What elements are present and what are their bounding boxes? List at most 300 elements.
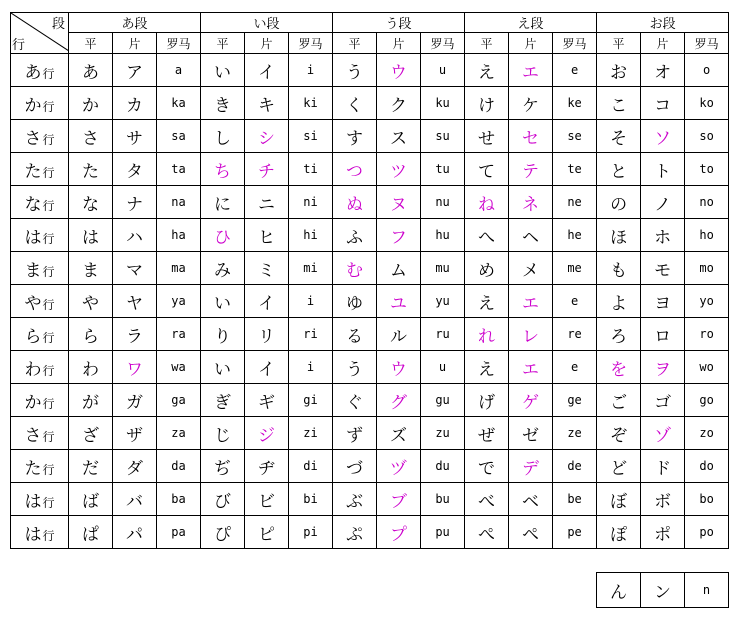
hiragana-cell: ろ <box>597 318 641 351</box>
katakana-cell: テ <box>509 153 553 186</box>
romaji-cell: de <box>553 450 597 483</box>
row-header-gyo: 行 <box>42 198 55 213</box>
katakana-cell: ラ <box>113 318 157 351</box>
romaji-cell: be <box>553 483 597 516</box>
katakana-cell: ピ <box>245 516 289 549</box>
katakana-cell: ボ <box>641 483 685 516</box>
hiragana-cell: だ <box>69 450 113 483</box>
row-header <box>11 153 69 186</box>
row-header-kana: た <box>24 458 42 479</box>
romaji-cell: ro <box>685 318 729 351</box>
katakana-cell: エ <box>509 285 553 318</box>
n-row-table <box>596 572 729 608</box>
katakana-cell: デ <box>509 450 553 483</box>
row-header-kana: な <box>24 194 42 215</box>
romaji-cell: mo <box>685 252 729 285</box>
romaji-cell: wa <box>157 351 201 384</box>
table-row <box>11 252 729 285</box>
romaji-n: n <box>685 573 729 608</box>
subheader-katakana: 片 <box>245 33 289 54</box>
subheader-katakana: 片 <box>377 33 421 54</box>
hiragana-cell: が <box>69 384 113 417</box>
romaji-cell: e <box>553 351 597 384</box>
romaji-cell: u <box>421 54 465 87</box>
subheader-hiragana: 平 <box>333 33 377 54</box>
row-header <box>11 483 69 516</box>
katakana-cell: ポ <box>641 516 685 549</box>
row-header <box>11 351 69 384</box>
row-header-gyo: 行 <box>42 429 55 444</box>
romaji-cell: i <box>289 285 333 318</box>
hiragana-cell: ぞ <box>597 417 641 450</box>
table-row <box>11 87 729 120</box>
katakana-cell: レ <box>509 318 553 351</box>
hiragana-cell: せ <box>465 120 509 153</box>
katakana-cell: キ <box>245 87 289 120</box>
subheader-romaji: 罗马 <box>289 33 333 54</box>
hiragana-cell: う <box>333 351 377 384</box>
hiragana-cell: る <box>333 318 377 351</box>
hiragana-cell: た <box>69 153 113 186</box>
katakana-cell: ヲ <box>641 351 685 384</box>
romaji-cell: gu <box>421 384 465 417</box>
katakana-cell: カ <box>113 87 157 120</box>
romaji-cell: du <box>421 450 465 483</box>
row-header <box>11 450 69 483</box>
katakana-cell: ゴ <box>641 384 685 417</box>
corner-gyo-label: 行 <box>12 38 26 53</box>
row-header-gyo: 行 <box>42 99 55 114</box>
hiragana-cell: ぱ <box>69 516 113 549</box>
hiragana-cell: ら <box>69 318 113 351</box>
hiragana-cell: く <box>333 87 377 120</box>
row-header <box>11 87 69 120</box>
romaji-cell: tu <box>421 153 465 186</box>
katakana-cell: ア <box>113 54 157 87</box>
katakana-cell: ガ <box>113 384 157 417</box>
row-header <box>11 417 69 450</box>
katakana-cell: リ <box>245 318 289 351</box>
romaji-cell: sa <box>157 120 201 153</box>
romaji-cell: ze <box>553 417 597 450</box>
katakana-cell: ヘ <box>509 219 553 252</box>
romaji-cell: ga <box>157 384 201 417</box>
hiragana-cell: て <box>465 153 509 186</box>
romaji-cell: zi <box>289 417 333 450</box>
romaji-cell: bo <box>685 483 729 516</box>
romaji-cell: mu <box>421 252 465 285</box>
hiragana-cell: の <box>597 186 641 219</box>
katakana-cell: ズ <box>377 417 421 450</box>
hiragana-cell: や <box>69 285 113 318</box>
katakana-cell: ウ <box>377 351 421 384</box>
hiragana-cell: づ <box>333 450 377 483</box>
hiragana-cell: に <box>201 186 245 219</box>
katakana-cell: ル <box>377 318 421 351</box>
hiragana-cell: そ <box>597 120 641 153</box>
romaji-cell: o <box>685 54 729 87</box>
katakana-cell: ユ <box>377 285 421 318</box>
romaji-cell: e <box>553 285 597 318</box>
katakana-cell: ニ <box>245 186 289 219</box>
romaji-cell: ho <box>685 219 729 252</box>
katakana-cell: ジ <box>245 417 289 450</box>
romaji-cell: i <box>289 54 333 87</box>
hiragana-cell: ゆ <box>333 285 377 318</box>
hiragana-cell: な <box>69 186 113 219</box>
column-header-o-dan: お段 <box>597 13 729 33</box>
subheader-katakana: 片 <box>113 33 157 54</box>
column-header-e-dan: え段 <box>465 13 597 33</box>
hiragana-cell: ほ <box>597 219 641 252</box>
hiragana-cell: ぢ <box>201 450 245 483</box>
row-header <box>11 318 69 351</box>
subheader-romaji: 罗马 <box>421 33 465 54</box>
subheader-romaji: 罗马 <box>157 33 201 54</box>
row-header-gyo: 行 <box>42 297 55 312</box>
row-header-kana: や <box>24 293 42 314</box>
row-header-kana: か <box>24 95 42 116</box>
romaji-cell: i <box>289 351 333 384</box>
katakana-cell: イ <box>245 351 289 384</box>
row-header-kana: は <box>24 524 42 545</box>
hiragana-cell: ま <box>69 252 113 285</box>
katakana-cell: ザ <box>113 417 157 450</box>
hiragana-cell: れ <box>465 318 509 351</box>
table-row <box>11 219 729 252</box>
romaji-cell: ta <box>157 153 201 186</box>
romaji-cell: si <box>289 120 333 153</box>
corner-dan-label: 段 <box>51 17 65 32</box>
row-header <box>11 252 69 285</box>
romaji-cell: di <box>289 450 333 483</box>
romaji-cell: zu <box>421 417 465 450</box>
hiragana-cell: ひ <box>201 219 245 252</box>
kana-table <box>10 12 729 549</box>
hiragana-cell: お <box>597 54 641 87</box>
katakana-cell: エ <box>509 351 553 384</box>
hiragana-cell: で <box>465 450 509 483</box>
katakana-cell: ケ <box>509 87 553 120</box>
romaji-cell: da <box>157 450 201 483</box>
table-row <box>11 186 729 219</box>
row-header-kana: さ <box>24 128 42 149</box>
hiragana-cell: え <box>465 351 509 384</box>
romaji-cell: ki <box>289 87 333 120</box>
row-header-kana: ま <box>24 260 42 281</box>
subheader-katakana: 片 <box>641 33 685 54</box>
hiragana-cell: け <box>465 87 509 120</box>
romaji-cell: zo <box>685 417 729 450</box>
column-header-a-dan: あ段 <box>69 13 201 33</box>
subheader-romaji: 罗马 <box>685 33 729 54</box>
katakana-cell: コ <box>641 87 685 120</box>
subheader-romaji: 罗马 <box>553 33 597 54</box>
katakana-cell: バ <box>113 483 157 516</box>
katakana-cell: ウ <box>377 54 421 87</box>
romaji-cell: na <box>157 186 201 219</box>
hiragana-cell: あ <box>69 54 113 87</box>
row-header-kana: さ <box>24 425 42 446</box>
romaji-cell: hi <box>289 219 333 252</box>
romaji-cell: re <box>553 318 597 351</box>
katakana-cell: ビ <box>245 483 289 516</box>
romaji-cell: ya <box>157 285 201 318</box>
hiragana-cell: ぶ <box>333 483 377 516</box>
hiragana-cell: ざ <box>69 417 113 450</box>
hiragana-cell: よ <box>597 285 641 318</box>
row-header-kana: は <box>24 227 42 248</box>
table-row <box>11 54 729 87</box>
column-header-u-dan: う段 <box>333 13 465 33</box>
row-header-gyo: 行 <box>42 495 55 510</box>
hiragana-cell: ぴ <box>201 516 245 549</box>
corner-cell <box>11 13 69 54</box>
table-row <box>11 318 729 351</box>
romaji-cell: u <box>421 351 465 384</box>
row-header <box>11 516 69 549</box>
table-row <box>11 351 729 384</box>
row-header <box>11 120 69 153</box>
romaji-cell: yu <box>421 285 465 318</box>
romaji-cell: he <box>553 219 597 252</box>
row-header-gyo: 行 <box>42 396 55 411</box>
romaji-cell: ka <box>157 87 201 120</box>
hiragana-cell: ぺ <box>465 516 509 549</box>
katakana-cell: ノ <box>641 186 685 219</box>
katakana-cell: シ <box>245 120 289 153</box>
row-header-gyo: 行 <box>42 363 55 378</box>
hiragana-n: ん <box>597 573 641 608</box>
hiragana-cell: ぜ <box>465 417 509 450</box>
table-row <box>11 285 729 318</box>
hiragana-cell: わ <box>69 351 113 384</box>
table-row <box>11 516 729 549</box>
romaji-cell: do <box>685 450 729 483</box>
hiragana-cell: ち <box>201 153 245 186</box>
katakana-cell: ナ <box>113 186 157 219</box>
romaji-cell: ni <box>289 186 333 219</box>
romaji-cell: pu <box>421 516 465 549</box>
katakana-cell: ダ <box>113 450 157 483</box>
table-row <box>11 417 729 450</box>
hiragana-cell: は <box>69 219 113 252</box>
romaji-cell: pa <box>157 516 201 549</box>
romaji-cell: a <box>157 54 201 87</box>
katakana-cell: ム <box>377 252 421 285</box>
romaji-cell: me <box>553 252 597 285</box>
katakana-cell: イ <box>245 54 289 87</box>
katakana-n: ン <box>641 573 685 608</box>
katakana-cell: ゾ <box>641 417 685 450</box>
table-row <box>11 450 729 483</box>
column-header-i-dan: い段 <box>201 13 333 33</box>
hiragana-cell: い <box>201 351 245 384</box>
romaji-cell: yo <box>685 285 729 318</box>
romaji-cell: go <box>685 384 729 417</box>
subheader-katakana: 片 <box>509 33 553 54</box>
hiragana-cell: さ <box>69 120 113 153</box>
hiragana-cell: ぬ <box>333 186 377 219</box>
katakana-cell: グ <box>377 384 421 417</box>
row-header-gyo: 行 <box>42 132 55 147</box>
romaji-cell: ne <box>553 186 597 219</box>
hiragana-cell: ぼ <box>597 483 641 516</box>
hiragana-cell: え <box>465 54 509 87</box>
katakana-cell: ゼ <box>509 417 553 450</box>
romaji-cell: ke <box>553 87 597 120</box>
katakana-cell: ゲ <box>509 384 553 417</box>
katakana-cell: オ <box>641 54 685 87</box>
hiragana-cell: か <box>69 87 113 120</box>
romaji-cell: bi <box>289 483 333 516</box>
katakana-cell: ギ <box>245 384 289 417</box>
katakana-cell: ス <box>377 120 421 153</box>
hiragana-cell: を <box>597 351 641 384</box>
row-header-gyo: 行 <box>42 231 55 246</box>
romaji-cell: wo <box>685 351 729 384</box>
romaji-cell: ra <box>157 318 201 351</box>
hiragana-cell: え <box>465 285 509 318</box>
table-row <box>11 483 729 516</box>
katakana-cell: セ <box>509 120 553 153</box>
romaji-cell: bu <box>421 483 465 516</box>
katakana-cell: マ <box>113 252 157 285</box>
hiragana-cell: ず <box>333 417 377 450</box>
katakana-cell: メ <box>509 252 553 285</box>
katakana-cell: ベ <box>509 483 553 516</box>
hiragana-cell: き <box>201 87 245 120</box>
hiragana-cell: す <box>333 120 377 153</box>
row-header-kana: は <box>24 491 42 512</box>
hiragana-cell: ぽ <box>597 516 641 549</box>
katakana-cell: タ <box>113 153 157 186</box>
katakana-cell: ド <box>641 450 685 483</box>
katakana-cell: ヅ <box>377 450 421 483</box>
katakana-cell: ヌ <box>377 186 421 219</box>
row-header-gyo: 行 <box>42 528 55 543</box>
row-header-gyo: 行 <box>42 165 55 180</box>
table-row <box>11 120 729 153</box>
romaji-cell: se <box>553 120 597 153</box>
katakana-cell: パ <box>113 516 157 549</box>
romaji-cell: ge <box>553 384 597 417</box>
row-header <box>11 219 69 252</box>
hiragana-cell: ぎ <box>201 384 245 417</box>
katakana-cell: ホ <box>641 219 685 252</box>
romaji-cell: za <box>157 417 201 450</box>
katakana-cell: イ <box>245 285 289 318</box>
row-header-gyo: 行 <box>42 462 55 477</box>
romaji-cell: e <box>553 54 597 87</box>
katakana-cell: エ <box>509 54 553 87</box>
katakana-cell: ツ <box>377 153 421 186</box>
hiragana-cell: ば <box>69 483 113 516</box>
row-header-kana: わ <box>24 359 42 380</box>
romaji-cell: no <box>685 186 729 219</box>
katakana-cell: ク <box>377 87 421 120</box>
hiragana-cell: び <box>201 483 245 516</box>
katakana-cell: ブ <box>377 483 421 516</box>
katakana-cell: ロ <box>641 318 685 351</box>
hiragana-cell: つ <box>333 153 377 186</box>
hiragana-cell: う <box>333 54 377 87</box>
subheader-hiragana: 平 <box>597 33 641 54</box>
hiragana-cell: い <box>201 285 245 318</box>
hiragana-cell: み <box>201 252 245 285</box>
katakana-cell: モ <box>641 252 685 285</box>
romaji-cell: gi <box>289 384 333 417</box>
romaji-cell: ma <box>157 252 201 285</box>
row-header-gyo: 行 <box>42 66 55 81</box>
hiragana-cell: し <box>201 120 245 153</box>
hiragana-cell: り <box>201 318 245 351</box>
romaji-cell: mi <box>289 252 333 285</box>
katakana-cell: ソ <box>641 120 685 153</box>
romaji-cell: ku <box>421 87 465 120</box>
katakana-cell: ハ <box>113 219 157 252</box>
katakana-cell: ワ <box>113 351 157 384</box>
katakana-cell: プ <box>377 516 421 549</box>
katakana-cell: ヤ <box>113 285 157 318</box>
row-header <box>11 54 69 87</box>
row-header <box>11 384 69 417</box>
katakana-cell: ヨ <box>641 285 685 318</box>
katakana-cell: ヂ <box>245 450 289 483</box>
katakana-cell: ペ <box>509 516 553 549</box>
row-header-gyo: 行 <box>42 330 55 345</box>
romaji-cell: nu <box>421 186 465 219</box>
hiragana-cell: め <box>465 252 509 285</box>
katakana-cell: ト <box>641 153 685 186</box>
hiragana-cell: げ <box>465 384 509 417</box>
hiragana-cell: じ <box>201 417 245 450</box>
table-row <box>11 384 729 417</box>
romaji-cell: ba <box>157 483 201 516</box>
romaji-cell: ha <box>157 219 201 252</box>
row-header-kana: た <box>24 161 42 182</box>
romaji-cell: po <box>685 516 729 549</box>
romaji-cell: ri <box>289 318 333 351</box>
hiragana-cell: ぐ <box>333 384 377 417</box>
hiragana-cell: ね <box>465 186 509 219</box>
romaji-cell: pe <box>553 516 597 549</box>
romaji-cell: pi <box>289 516 333 549</box>
hiragana-cell: と <box>597 153 641 186</box>
hiragana-cell: い <box>201 54 245 87</box>
katakana-cell: ミ <box>245 252 289 285</box>
hiragana-cell: ど <box>597 450 641 483</box>
hiragana-cell: も <box>597 252 641 285</box>
romaji-cell: ko <box>685 87 729 120</box>
romaji-cell: su <box>421 120 465 153</box>
hiragana-cell: ふ <box>333 219 377 252</box>
hiragana-cell: へ <box>465 219 509 252</box>
katakana-cell: フ <box>377 219 421 252</box>
row-header-kana: か <box>24 392 42 413</box>
row-header <box>11 285 69 318</box>
row-header <box>11 186 69 219</box>
row-header-kana: あ <box>24 62 42 83</box>
hiragana-cell: ぷ <box>333 516 377 549</box>
hiragana-cell: ご <box>597 384 641 417</box>
subheader-hiragana: 平 <box>465 33 509 54</box>
hiragana-cell: こ <box>597 87 641 120</box>
romaji-cell: te <box>553 153 597 186</box>
subheader-hiragana: 平 <box>201 33 245 54</box>
hiragana-cell: べ <box>465 483 509 516</box>
romaji-cell: ru <box>421 318 465 351</box>
